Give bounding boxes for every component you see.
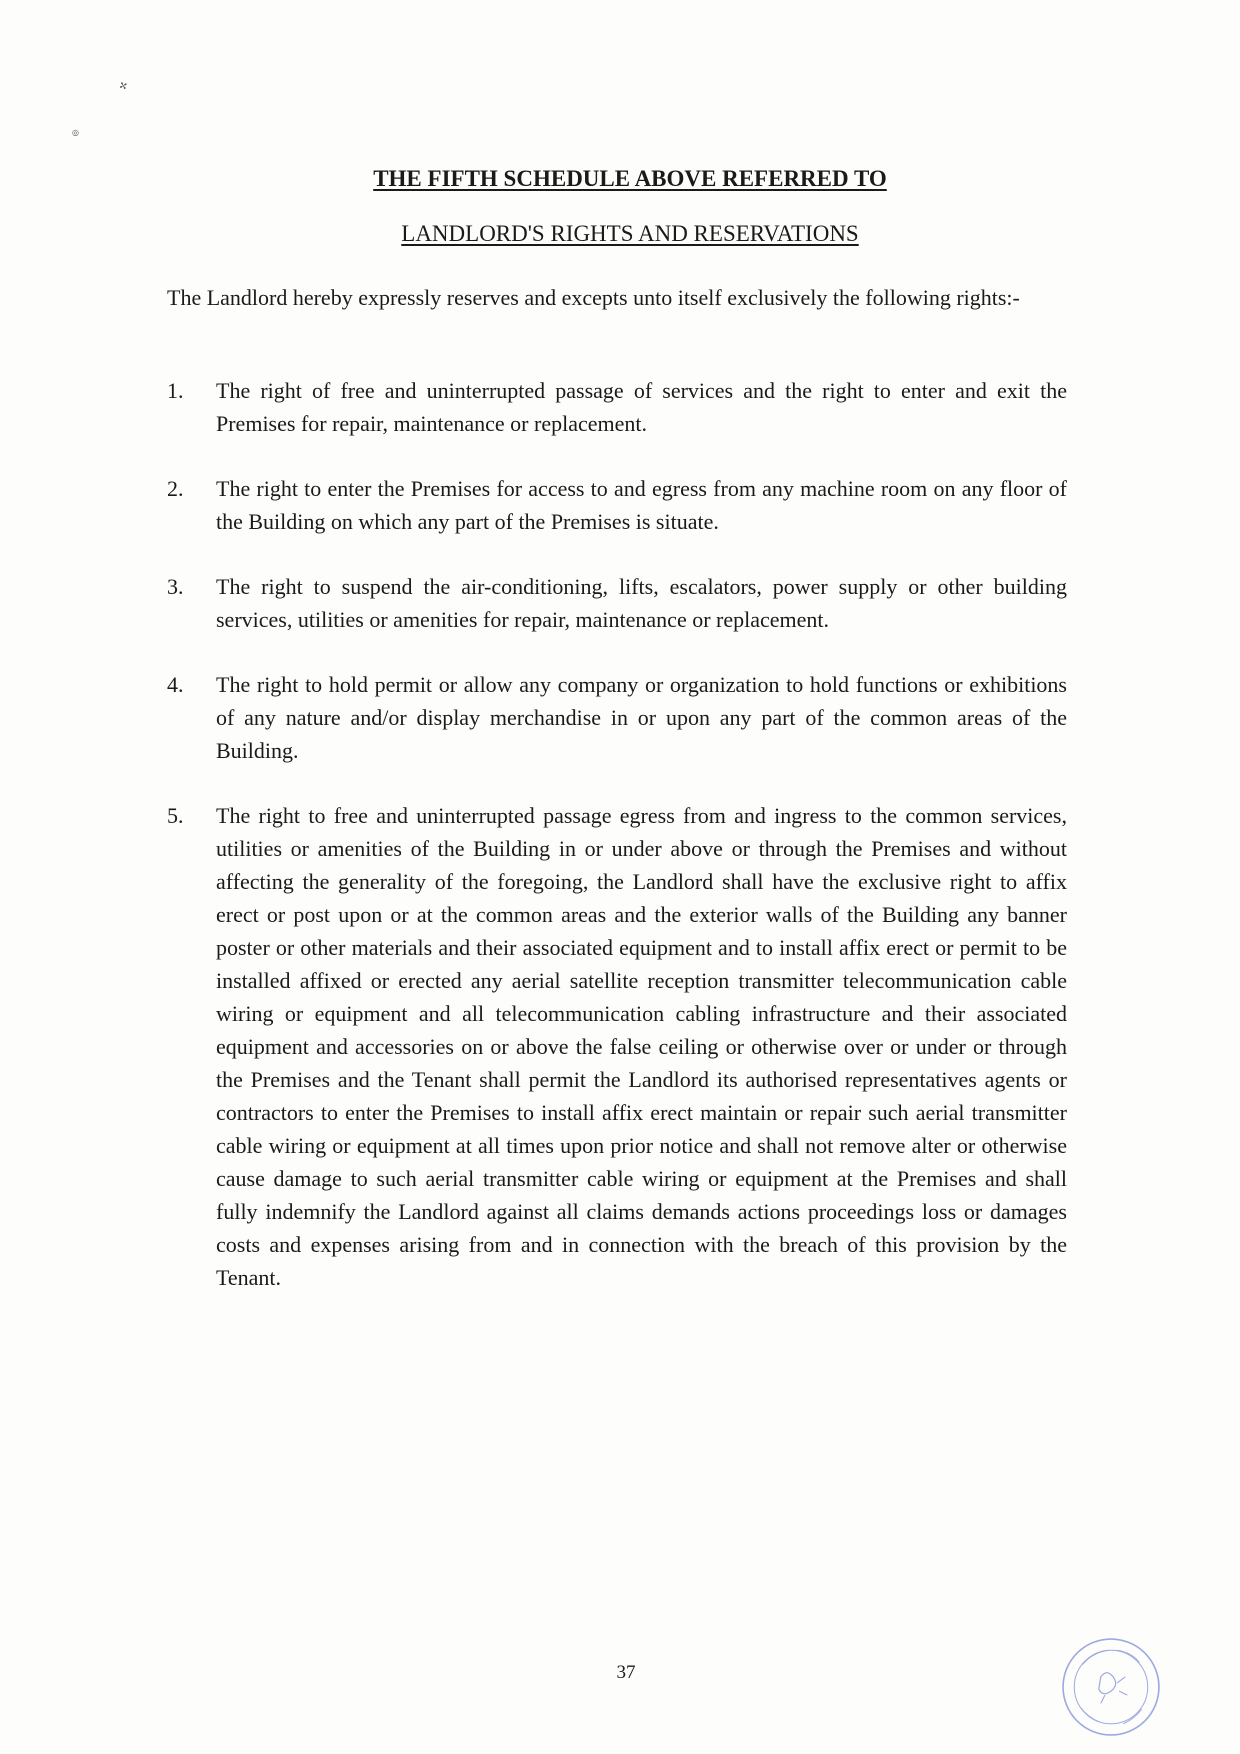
list-item — [167, 799, 1067, 1294]
list-item — [167, 570, 1067, 636]
scan-speck-mark: ✢ — [117, 79, 131, 94]
list-item-text: The right to hold permit or allow any company or organization to hold functions or exhibitions of any nature and/or display merchandise in or upon any part of the common areas of the Building. — [216, 672, 1067, 763]
list-item-number: 1. — [167, 378, 184, 403]
list-item-text: The right to suspend the air-conditioning, lifts, escalators, power supply or other building services, utilities or amenities for repair, maintenance or replacement. — [216, 574, 1067, 632]
intro-paragraph: The Landlord hereby expressly reserves and excepts unto itself exclusively the following rights:- — [167, 285, 1020, 310]
rights-list — [167, 374, 1067, 1326]
list-item-number: 5. — [167, 803, 184, 828]
schedule-title: THE FIFTH SCHEDULE ABOVE REFERRED TO — [373, 166, 887, 191]
list-item-number: 3. — [167, 574, 184, 599]
company-seal-stamp — [1060, 1636, 1162, 1738]
list-item-number: 2. — [167, 476, 184, 501]
list-item — [167, 472, 1067, 538]
list-item-number: 4. — [167, 672, 184, 697]
list-item-text: The right to free and uninterrupted passage egress from and ingress to the common services, utilities or amenities of the Building in or under above or through the Premises and without affecting the generality of the foregoing, the Landlord shall have the exclusive right to affix erect or post upon or at the common areas and the exterior walls of the Building any banner poster or other materials and their associated equipment and to install affix erect or permit to be installed affixed or erected any aerial satellite reception transmitter telecommunication cable wiring or equipment and all telecommunication cabling infrastructure and their associated equipment and accessories on or above the false ceiling or otherwise over or under or through the Premises and the Tenant shall permit the Landlord its authorised representatives agents or contractors to enter the Premises to install affix erect maintain or repair such aerial transmitter cable wiring or equipment at all times upon prior notice and shall not remove alter or otherwise cause damage to such aerial transmitter cable wiring or equipment at the Premises and shall fully indemnify the Landlord against all claims demands actions proceedings loss or damages costs and expenses arising from and in connection with the breach of this provision by the Tenant. — [216, 803, 1067, 1290]
schedule-subtitle: LANDLORD'S RIGHTS AND RESERVATIONS — [401, 221, 859, 246]
page-number: 37 — [616, 1662, 636, 1683]
list-item-text: The right of free and uninterrupted passage of services and the right to enter and exit the Premises for repair, maintenance or replacement. — [216, 378, 1067, 436]
list-item — [167, 374, 1067, 440]
list-item-text: The right to enter the Premises for access to and egress from any machine room on any floor of the Building on which any part of the Premises is situate. — [216, 476, 1067, 534]
list-item — [167, 668, 1067, 767]
scan-speck-mark: ◎ — [72, 128, 79, 137]
